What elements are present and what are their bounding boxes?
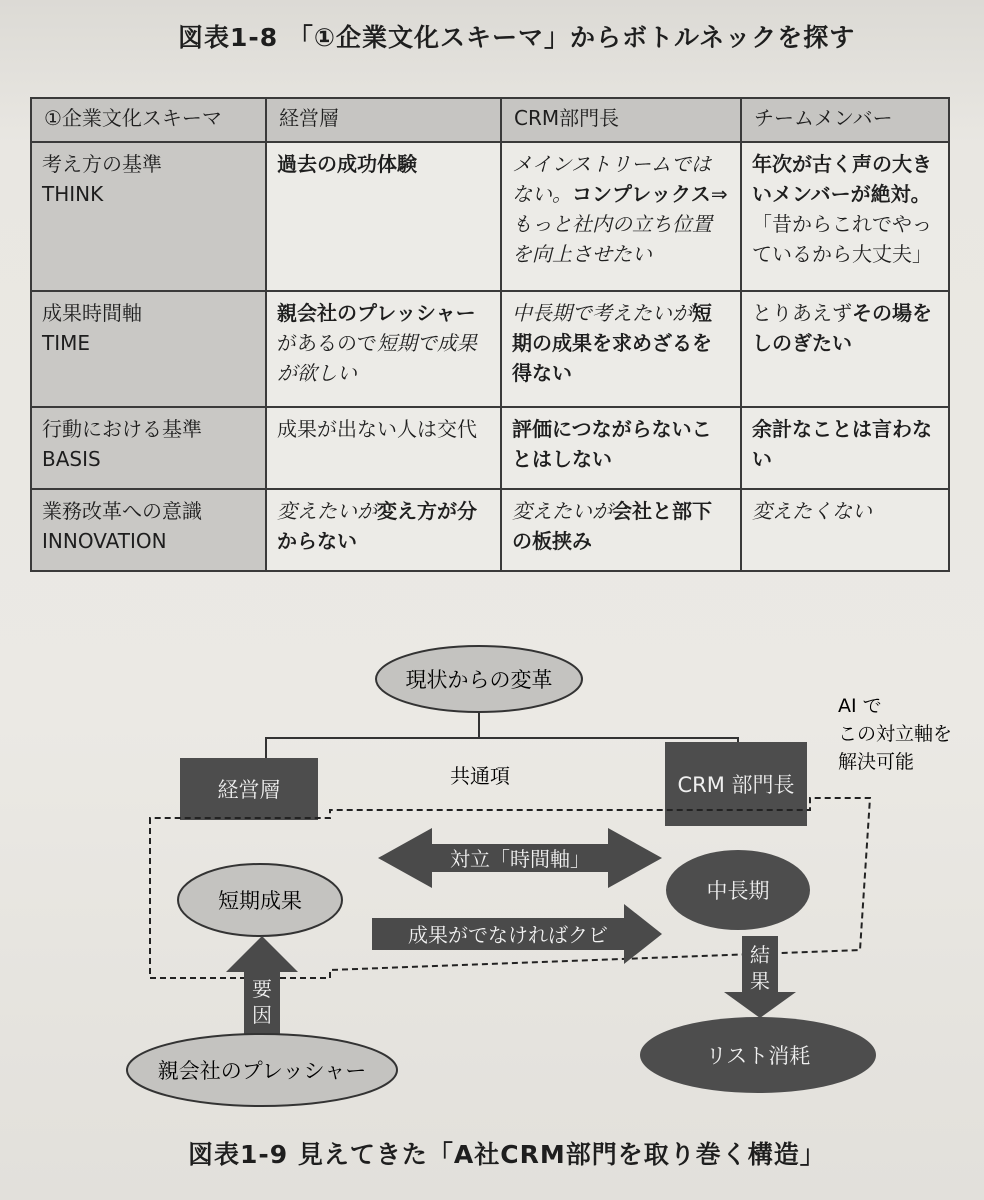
cell-text-segment: 年次が古く声の大きいメンバーが絶対。: [752, 152, 932, 206]
row-label-en: THINK: [42, 182, 104, 206]
row-label-jp: 成果時間軸: [42, 300, 142, 325]
figure-1-9-title: 図表1-9 見えてきた「A社CRM部門を取り巻く構造」: [188, 1140, 826, 1169]
cause-char-2: 因: [252, 1003, 272, 1027]
row-label: [31, 291, 266, 407]
cell-team-members: [741, 489, 949, 571]
row-label-en: BASIS: [42, 446, 101, 471]
table-row: [31, 142, 949, 291]
cell-text-segment: その場をしのぎたい: [752, 300, 932, 355]
cell-text-segment: 余計なことは言わない: [752, 416, 932, 471]
cell-crm-head: [501, 489, 741, 571]
ai-note-line-2: この対立軸を: [838, 723, 953, 745]
crm-head-box-label: CRM 部門長: [677, 773, 795, 797]
cell-text-segment: メインストリームではない。: [512, 152, 711, 206]
header-executives: 経営層: [266, 98, 501, 142]
short-term-label: 短期成果: [218, 889, 302, 913]
figure-1-9-diagram: [0, 600, 984, 1120]
row-label-jp: 行動における基準: [42, 416, 202, 441]
row-label: [31, 407, 266, 489]
ai-note-line-1: AI で: [838, 695, 882, 717]
header-team-members: チームメンバー: [741, 98, 949, 142]
kubi-label: 成果がでなければクビ: [408, 923, 608, 947]
cell-text-segment: 変え方が分からない: [277, 498, 477, 553]
cell-crm-head: [501, 142, 741, 291]
cell-text-segment: 短期で成果が欲しい: [277, 330, 477, 385]
cell-text-segment: 過去の成功体験: [277, 152, 417, 176]
cell-team-members: [741, 142, 949, 291]
cell-text-segment: 短期の成果を求めざるを得ない: [512, 300, 712, 385]
corporate-culture-schema-table: [30, 97, 950, 572]
cell-crm-head: [501, 407, 741, 489]
cell-text-segment: とりあえず: [752, 300, 852, 325]
row-label-jp: 考え方の基準: [42, 152, 162, 176]
header-schema: ①企業文化スキーマ: [31, 98, 266, 142]
table-row: [31, 291, 949, 407]
cell-executives: [266, 489, 501, 571]
result-char-2: 果: [750, 969, 770, 993]
common-label: 共通項: [450, 764, 510, 788]
executives-box-label: 経営層: [217, 778, 281, 802]
cell-text-segment: 中長期で考えたいが: [512, 300, 692, 325]
transformation-label: 現状からの変革: [405, 668, 553, 692]
cell-executives: [266, 142, 501, 291]
cell-text-segment: 変えたいが: [512, 498, 612, 523]
row-label: [31, 489, 266, 571]
cell-executives: [266, 291, 501, 407]
ai-note-line-3: 解決可能: [838, 751, 915, 773]
row-label-en: TIME: [42, 330, 91, 355]
cell-text-segment: ⇒もっと社内の立ち位置を向上させたい: [512, 182, 728, 266]
cell-team-members: [741, 291, 949, 407]
cause-char-1: 要: [252, 977, 272, 1001]
cell-text-segment: 「昔からこれでやっているから大丈夫」: [752, 212, 932, 266]
cell-text-segment: 変えたいが: [277, 498, 377, 523]
cell-text-segment: 会社と部下の板挟み: [512, 498, 712, 553]
parent-pressure-label: 親会社のプレッシャー: [157, 1059, 367, 1083]
cell-text-segment: 評価につながらないことはしない: [512, 416, 712, 471]
conflict-label: 対立「時間軸」: [450, 847, 590, 871]
cell-text-segment: 変えたくない: [752, 498, 872, 523]
table-row: [31, 489, 949, 571]
cell-text-segment: コンプレックス: [572, 182, 711, 206]
cell-team-members: [741, 407, 949, 489]
list-depletion-label: リスト消耗: [705, 1044, 811, 1068]
cell-executives: [266, 407, 501, 489]
row-label: [31, 142, 266, 291]
cell-text-segment: があるので: [277, 330, 377, 355]
header-crm-head: CRM部門長: [501, 98, 741, 142]
row-label-jp: 業務改革への意識: [42, 498, 202, 523]
cell-text-segment: 成果が出ない人は交代: [277, 416, 477, 441]
table-header-row: [31, 98, 949, 142]
table-row: [31, 407, 949, 489]
cell-text-segment: 親会社のプレッシャー: [277, 300, 476, 325]
figure-1-8-title: 図表1-8 「①企業文化スキーマ」からボトルネックを探す: [178, 23, 856, 52]
result-char-1: 結: [750, 943, 770, 967]
mid-term-label: 中長期: [706, 879, 770, 903]
cell-crm-head: [501, 291, 741, 407]
row-label-en: INNOVATION: [42, 528, 167, 553]
